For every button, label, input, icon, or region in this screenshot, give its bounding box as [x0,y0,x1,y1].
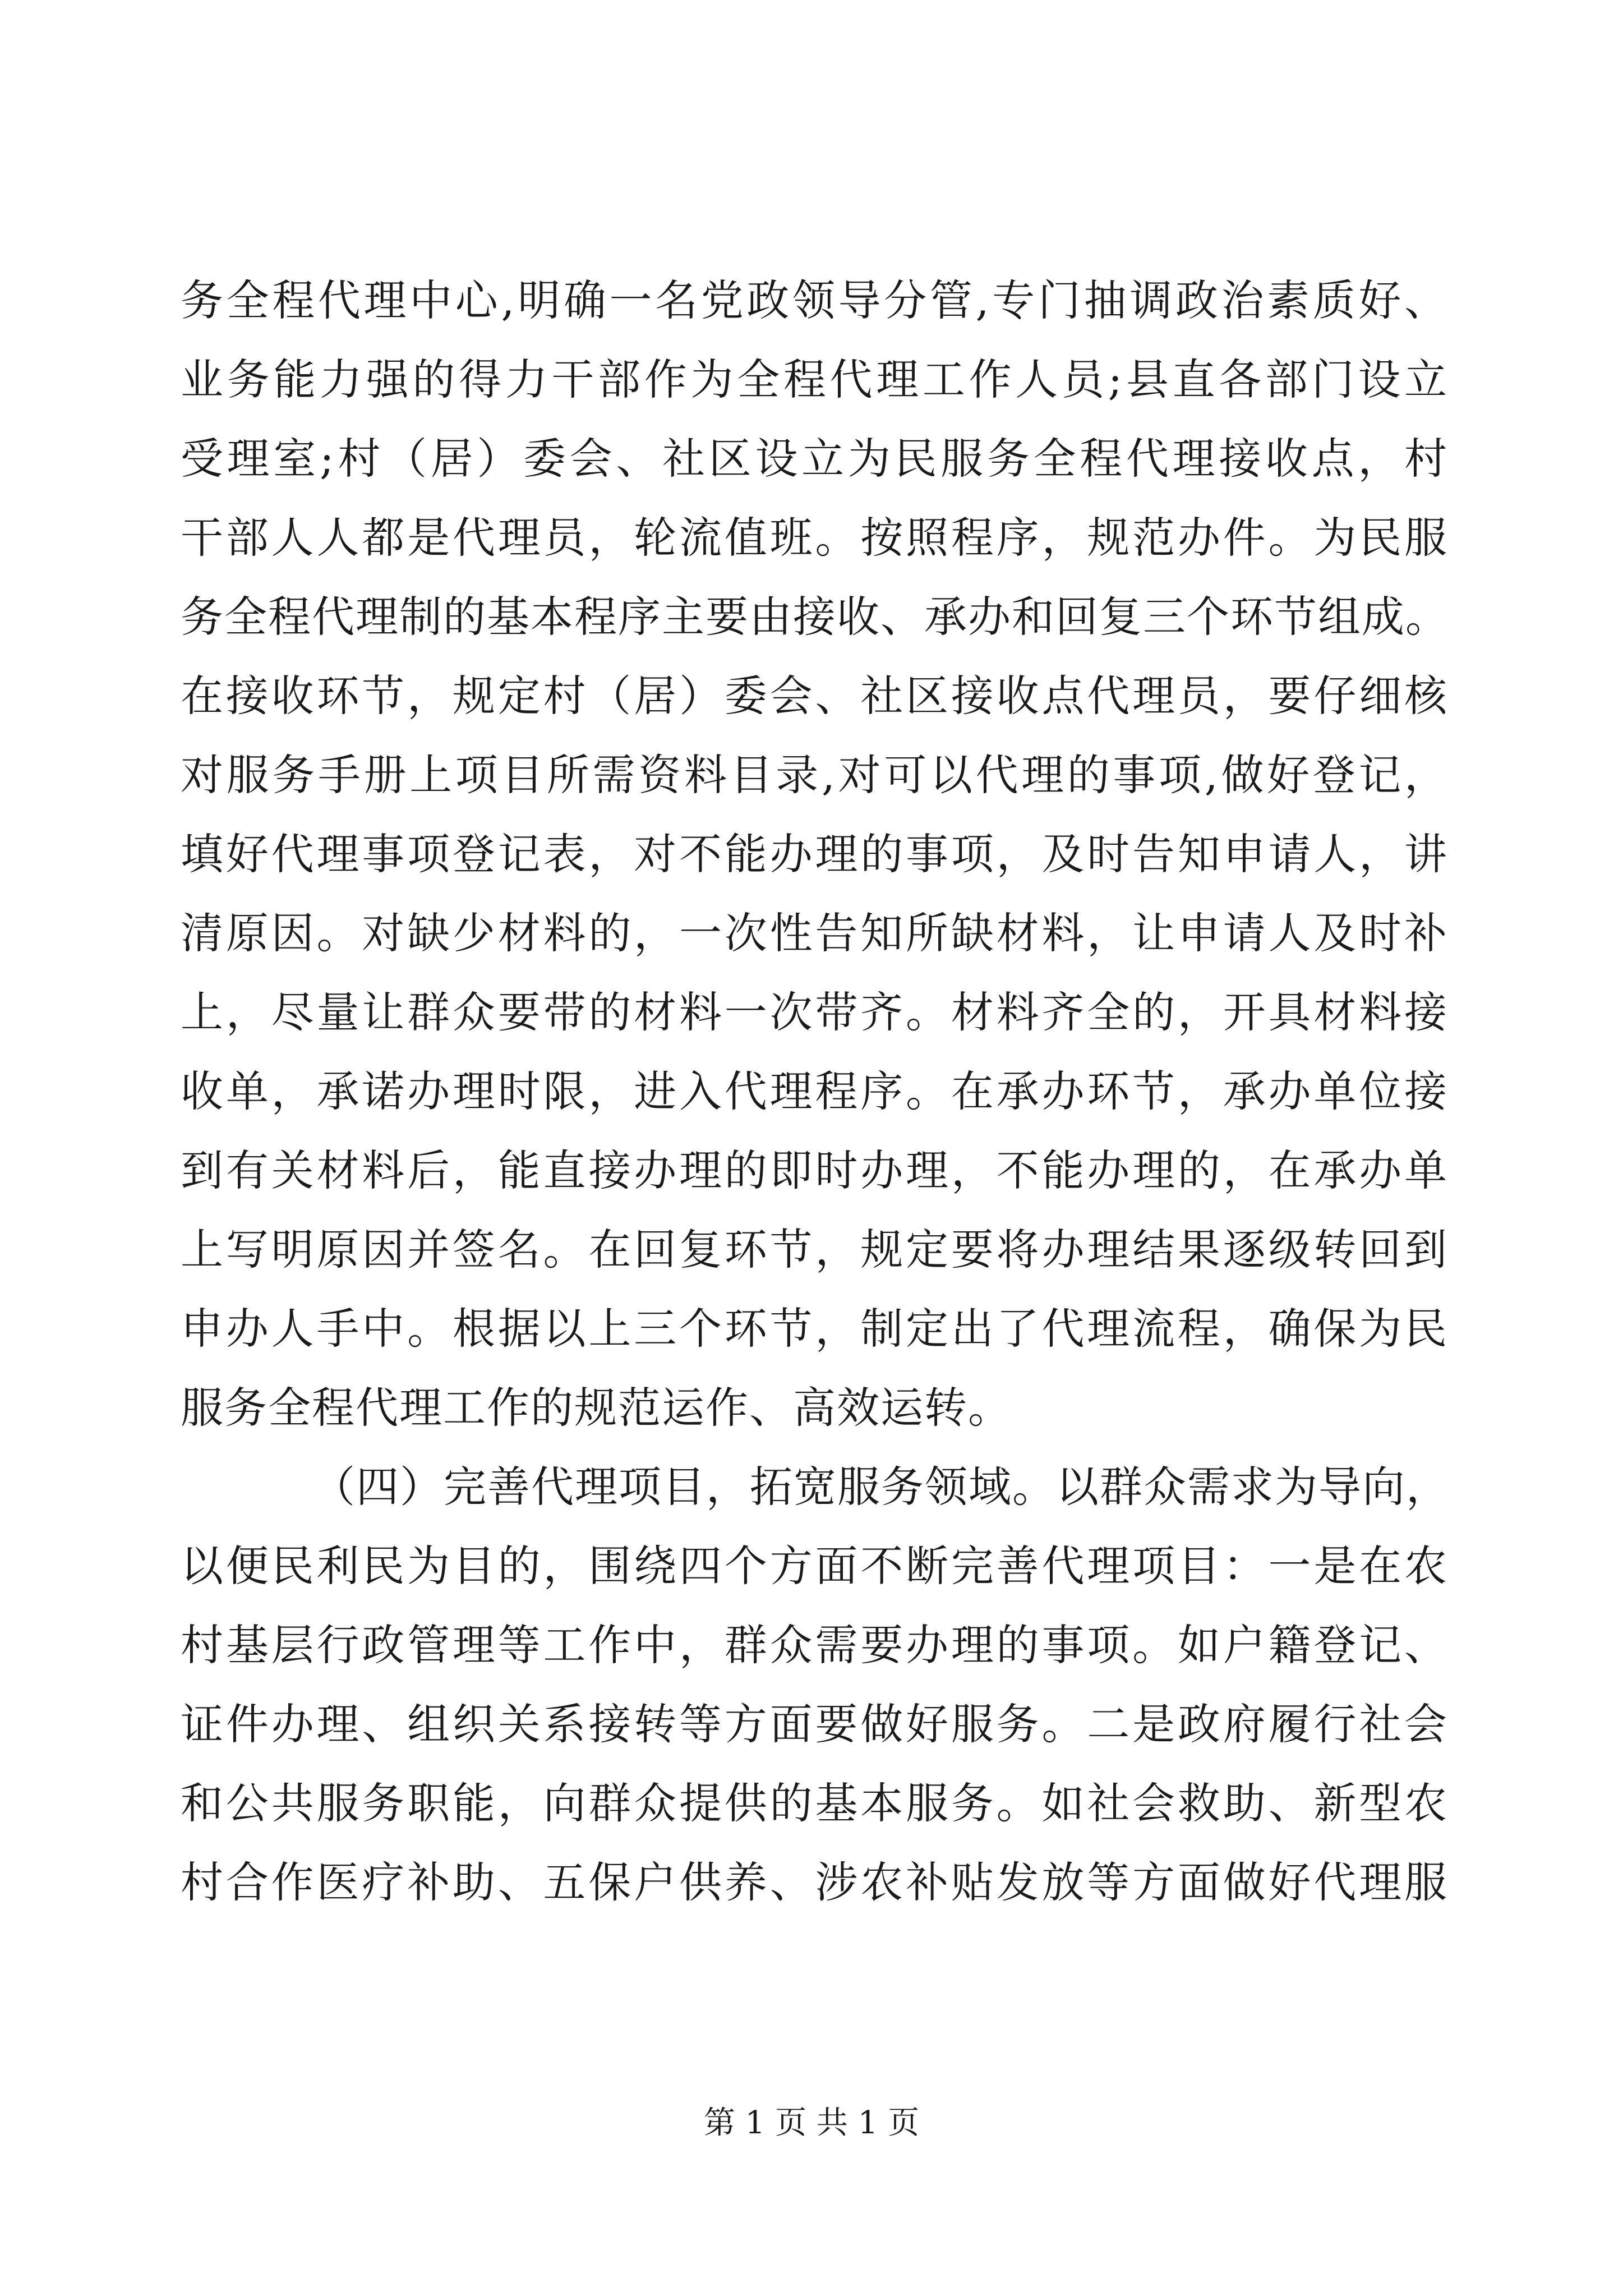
body-text [181,261,1448,1922]
text-line: 业务能力强的得力干部作为全程代理工作人员;县直各部门设立 [181,355,1448,404]
section-heading-line: （四）完善代理项目，拓宽服务领域。以群众需求为导向， [312,1462,1450,1512]
text-line: 和公共服务职能，向群众提供的基本服务。如社会救助、新型农 [181,1778,1448,1828]
text-line: 受理室;村（居）委会、社区设立为民服务全程代理接收点，村 [181,434,1448,484]
text-line: 村合作医疗补助、五保户供养、涉农补贴发放等方面做好代理服 [181,1857,1448,1907]
text-line: 清原因。对缺少材料的，一次性告知所缺材料，让申请人及时补 [181,908,1448,958]
text-line: 在接收环节，规定村（居）委会、社区接收点代理员，要仔细核 [181,671,1448,721]
text-line: 服务全程代理工作的规范运作、高效运转。 [181,1383,1012,1433]
text-line: 务全程代理制的基本程序主要由接收、承办和回复三个环节组成。 [181,592,1449,642]
text-line: 上，尽量让群众要带的材料一次带齐。材料齐全的，开具材料接 [181,987,1448,1037]
text-line: 务全程代理中心,明确一名党政领导分管,专门抽调政治素质好、 [181,275,1448,325]
text-line: 收单，承诺办理时限，进入代理程序。在承办环节，承办单位接 [181,1066,1448,1116]
page-footer: 第 1 页 共 1 页 [703,2105,920,2141]
text-line: 填好代理事项登记表，对不能办理的事项，及时告知申请人，讲 [181,829,1448,879]
text-line: 对服务手册上项目所需资料目录,对可以代理的事项,做好登记， [181,750,1448,800]
text-line: 申办人手中。根据以上三个环节，制定出了代理流程，确保为民 [181,1304,1448,1354]
text-line: 以便民利民为目的，围绕四个方面不断完善代理项目：一是在农 [181,1541,1448,1591]
text-line: 干部人人都是代理员，轮流值班。按照程序，规范办件。为民服 [181,513,1448,563]
text-line: 上写明原因并签名。在回复环节，规定要将办理结果逐级转回到 [181,1225,1448,1274]
text-line: 到有关材料后，能直接办理的即时办理，不能办理的，在承办单 [181,1145,1448,1195]
text-line: 证件办理、组织关系接转等方面要做好服务。二是政府履行社会 [181,1699,1448,1749]
text-line: 村基层行政管理等工作中，群众需要办理的事项。如户籍登记、 [181,1620,1448,1670]
